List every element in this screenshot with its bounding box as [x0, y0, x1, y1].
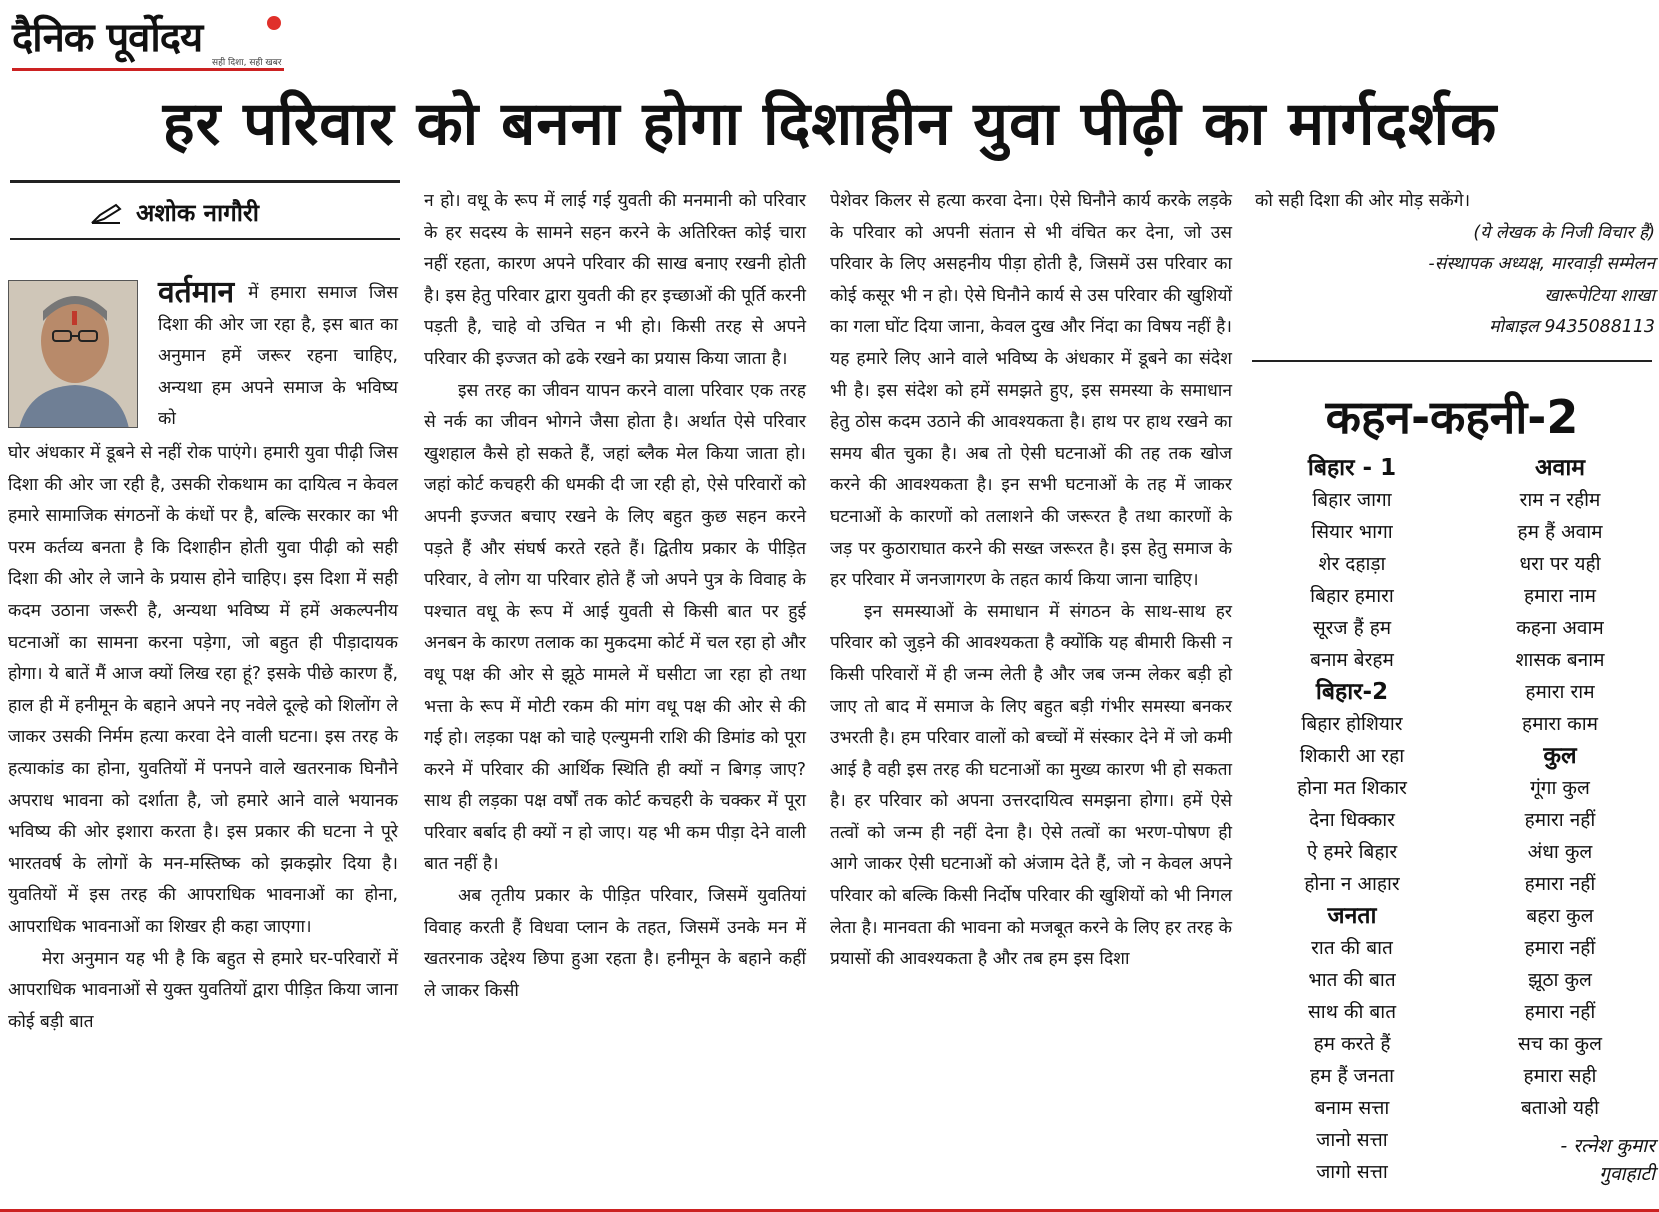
masthead-rule — [12, 68, 284, 71]
poem-line: होना मत शिकार — [1297, 777, 1407, 799]
masthead — [12, 8, 290, 72]
lead-text: में हमारा समाज जिस दिशा की ओर जा रहा है, इस बात का अनुमान हमें जरूर रहना चाहिए, अन्यथा हम अपने समाज के भविष्य को — [158, 283, 398, 430]
paragraph: पेशेवर किलर से हत्या करवा देना। ऐसे घिनौने कार्य करके लड़के के परिवार को अपनी संतान से भी वंचित कर देना, जो उस परिवार के लिए असहनीय पीड़ा होती है, जिसमें उस परिवार का कोई कसूर भी न हो। ऐसे घिनौने कार्य से उस परिवार की खुशियों का गला घोंट दिया जाना, केवल दुख और निंदा का विषय नहीं है। यह हमारे लिए आने वाले भविष्य के अंधकार में डूबने का संदेश भी है। इस संदेश को हमें समझते हुए, इस समस्या के समाधान हेतु ठोस कदम उठाने की आवश्यकता है। हाथ पर हाथ रखने का समय बीत चुका है। अब तो ऐसी घटनाओं की तह तक खोज करने की आवश्यकता है। इन सभी घटनाओं के तह में जाकर घटनाओं के कारणों को तलाशने की जरूरत है तथा कारणों के जड़ पर कुठाराघात करने की सख्त जरूरत है। इस हेतु समाज के हर परिवार में जनजागरण के तहत कार्य किया जाना चाहिए। — [830, 191, 1232, 591]
poem-line: बहरा कुल — [1526, 905, 1594, 927]
byline-top-rule — [10, 180, 400, 183]
poem-column-right — [1460, 452, 1659, 1124]
author-photo — [8, 280, 138, 428]
poem-line: हमारा नहीं — [1524, 873, 1596, 895]
poem-line: बनाम सत्ता — [1314, 1097, 1390, 1119]
poem-line: बिहार हमारा — [1310, 585, 1394, 607]
poem-line: बिहार होशियार — [1301, 713, 1403, 735]
poem-line: सच का कुल — [1518, 1033, 1602, 1055]
poem-signature — [1460, 1132, 1655, 1188]
author-mobile: मोबाइल 9435088113 — [1489, 317, 1655, 338]
author-branch: खारूपेटिया शाखा — [1544, 285, 1655, 306]
paragraph: घोर अंधकार में डूबने से नहीं रोक पाएंगे। हमारी युवा पीढ़ी जिस दिशा की ओर जा रही है, उसकी रोकथाम का दायित्व न केवल हमारे सामाजिक संगठनों के कंधों पर है, बल्कि सरकार का भी परम कर्तव्य बनता है कि दिशाहीन होती युवा पीढ़ी को सही दिशा की ओर ले जाने के प्रयास होने चाहिए। इस दिशा में सही कदम उठाना जरूरी है, अन्यथा भविष्य में हमें अकल्पनीय घटनाओं का सामना करना पड़ेगा, जो बहुत ही पीड़ादायक होगा। ये बातें मैं आज क्यों लिख रहा हूं? इसके पीछे कारण हैं, हाल ही में हनीमून के बहाने अपने नए नवेले दूल्हे को शिलोंग ले जाकर उसकी निर्मम हत्या करवा देने वाली घटना। इस तरह के हत्याकांड का होना, युवतियों में पनपने वाले खतरनाक घिनौने अपराध भावना को दर्शाता है, जो हमारे आने वाले भयानक भविष्य की ओर इशारा करता है। इस प्रकार की घटना ने पूरे भारतवर्ष के लोगों के मन-मस्तिष्क को झकझोर दिया है। युवतियों में इस तरह की आपराधिक भावनाओं का होना, आपराधिक भावनाओं का शिखर ही कहा जाएगा। — [8, 443, 398, 937]
poem-title: कहन-कहनी-2 — [1325, 390, 1579, 444]
poem-line: हमारा नहीं — [1524, 937, 1596, 959]
article-lead — [158, 275, 398, 436]
poem-section-heading: कुल — [1543, 743, 1577, 769]
paragraph: मेरा अनुमान यह भी है कि बहुत से हमारे घर-परिवारों में आपराधिक भावनाओं से युक्त युवतियों द्वारा पीड़ित किया जाना कोई बड़ी बात — [8, 948, 398, 1032]
poem-line: साथ की बात — [1307, 1001, 1397, 1023]
poem-line: बताओ यही — [1520, 1097, 1600, 1119]
poem-line: हमारा राम — [1525, 681, 1595, 703]
poem-line: सियार भागा — [1311, 521, 1393, 543]
poem-line: हमारा सही — [1523, 1065, 1597, 1087]
paragraph: को सही दिशा की ओर मोड़ सकेंगे। — [1255, 191, 1471, 211]
poem-line: राम न रहीम — [1519, 489, 1601, 511]
poem-line: कहना अवाम — [1516, 617, 1604, 639]
poem-section-heading: जनता — [1327, 903, 1377, 929]
poem-divider — [1252, 360, 1652, 362]
poem-line: हमारा नहीं — [1524, 1001, 1596, 1023]
poem-column-left — [1252, 452, 1452, 1188]
article-column-1 — [8, 438, 398, 1038]
paragraph: न हो। वधू के रूप में लाई गई युवती की मनमानी को परिवार के हर सदस्य के सामने सहन करने के अतिरिक्त कोई चारा नहीं रहता, कारण अपने परिवार की साख बनाए रखनी होती है। इस हेतु परिवार द्वारा युवती की हर इच्छाओं की पूर्ति करनी पड़ती है, चाहे वो उचित न भी हो। किसी तरह से अपने परिवार की इज्जत को ढके रखने का प्रयास किया जाता है। — [424, 191, 806, 369]
poem-line: हमारा नहीं — [1524, 809, 1596, 831]
poem-line: हमारा काम — [1522, 713, 1598, 735]
paragraph: इस तरह का जीवन यापन करने वाला परिवार एक तरह से नर्क का जीवन भोगने जैसा होता है। अर्थात ऐसे परिवार खुशहाल कैसे हो सकते हैं, जहां ब्लैक मेल किया जाता हो। जहां कोर्ट कचहरी की धमकी दी जा रही हो, ऐसे परिवारों को अपनी इज्जत बचाए रखने के लिए बहुत कुछ सहन करने पड़ते हैं और संघर्ष करते रहते हैं। द्वितीय प्रकार के पीड़ित परिवार, वे लोग या परिवार होते हैं जो अपने पुत्र के विवाह के पश्चात वधू के रूप में आई युवती से किसी बात पर हुई अनबन के कारण तलाक का मुकदमा कोर्ट में चल रहा हो और वधू पक्ष की ओर से झूठे मामले में घसीटा जा रहा हो तथा भत्ता के रूप में मोटी रकम की मांग वधू पक्ष की ओर से की गई हो। लड़का पक्ष को चाहे एल्युमनी राशि की डिमांड को पूरा करने में परिवार की आर्थिक स्थिति ही क्यों न बिगड़ जाए? साथ ही लड़का पक्ष वर्षों तक कोर्ट कचहरी के चक्कर में पूरा परिवार बर्बाद ही क्यों न हो जाए। यह भी कम पीड़ा देने वाली बात नहीं है। — [424, 380, 806, 875]
poem-line: बनाम बेरहम — [1310, 649, 1394, 671]
poet-place: गुवाहाटी — [1599, 1163, 1655, 1185]
poem-section-heading: बिहार-2 — [1315, 679, 1389, 705]
poet-name: - रत्नेश कुमार — [1560, 1135, 1655, 1157]
poem-line: ऐ हमरे बिहार — [1306, 841, 1398, 863]
byline-bottom-rule — [10, 238, 400, 240]
poem-line: जानो सत्ता — [1316, 1129, 1388, 1151]
poem-line: देना धिक्कार — [1309, 809, 1395, 831]
author-designation: -संस्थापक अध्यक्ष, मारवाड़ी सम्मेलन — [1428, 254, 1655, 275]
poem-line: भात की बात — [1308, 969, 1396, 991]
poem-line: होना न आहार — [1304, 873, 1400, 895]
poem-line: झूठा कुल — [1528, 969, 1592, 991]
poem-line: शिकारी आ रहा — [1299, 745, 1405, 767]
poem-section-heading: बिहार - 1 — [1307, 455, 1397, 481]
poem-line: हम हैं जनता — [1309, 1065, 1394, 1087]
poem-line: शासक बनाम — [1515, 649, 1605, 671]
poem-line: हम करते हैं — [1313, 1033, 1391, 1055]
disclaimer-note: (ये लेखक के निजी विचार हैं) — [1473, 222, 1655, 243]
poem-line: हमारा नाम — [1524, 585, 1596, 607]
poem-line: बिहार जागा — [1312, 489, 1392, 511]
poem-section-heading: अवाम — [1534, 455, 1586, 481]
poem-line: गूंगा कुल — [1530, 777, 1590, 799]
poem-line: जागो सत्ता — [1316, 1161, 1388, 1183]
article-headline: हर परिवार को बनना होगा दिशाहीन युवा पीढ़ी का मार्गदर्शक — [162, 89, 1498, 159]
pen-icon — [90, 203, 124, 225]
masthead-logo: दैनिक पूर्वोदय — [12, 15, 203, 61]
poem-line: अंधा कुल — [1527, 841, 1593, 863]
poem-line: धरा पर यही — [1519, 553, 1601, 575]
lead-word: वर्तमान — [158, 275, 235, 310]
logo-sun-icon — [267, 16, 281, 30]
poem-line: हम हैं अवाम — [1517, 521, 1603, 543]
article-column-4 — [1255, 186, 1655, 344]
poem-line: सूरज हैं हम — [1312, 617, 1392, 639]
article-column-2 — [424, 186, 806, 1007]
article-column-3 — [830, 186, 1232, 976]
masthead-tagline: सही दिशा, सही खबर — [212, 58, 282, 68]
paragraph: इन समस्याओं के समाधान में संगठन के साथ-साथ हर परिवार को जुड़ने की आवश्यकता है क्योंकि यह बीमारी किसी न किसी परिवारों में ही जन्म लेती है और जब जन्म लेकर बड़ी हो जाए तो बाद में समाज के लिए बहुत बड़ी गंभीर समस्या बनकर उभरती है। हम परिवार वालों को बच्चों में संस्कार देने में जो कमी आई है वही इस तरह की घटनाओं का मुख्य कारण भी हो सकता है। हर परिवार को अपना उत्तरदायित्व समझना होगा। हमें ऐसे तत्वों को जन्म ही नहीं देना है। ऐसे तत्वों का भरण-पोषण ही आगे जाकर ऐसी घटनाओं को अंजाम देते हैं, जो न केवल अपने परिवार को बल्कि किसी निर्दोष परिवार की खुशियों को भी निगल लेता है। मानवता की भावना को मजबूत करने के लिए हर तरह के प्रयासों की आवश्यकता है और तब हम इस दिशा — [830, 601, 1232, 970]
paragraph: अब तृतीय प्रकार के पीड़ित परिवार, जिसमें युवतियां विवाह करती हैं विधवा प्लान के तहत, जिसमें उनके मन में खतरनाक उद्देश्य छिपा हुआ रहता है। हनीमून के बहाने कहीं ले जाकर किसी — [424, 886, 806, 1001]
byline — [90, 196, 259, 229]
poem-line: रात की बात — [1311, 937, 1393, 959]
author-name: अशोक नागौरी — [136, 199, 259, 227]
poem-line: शेर दहाड़ा — [1318, 553, 1386, 575]
